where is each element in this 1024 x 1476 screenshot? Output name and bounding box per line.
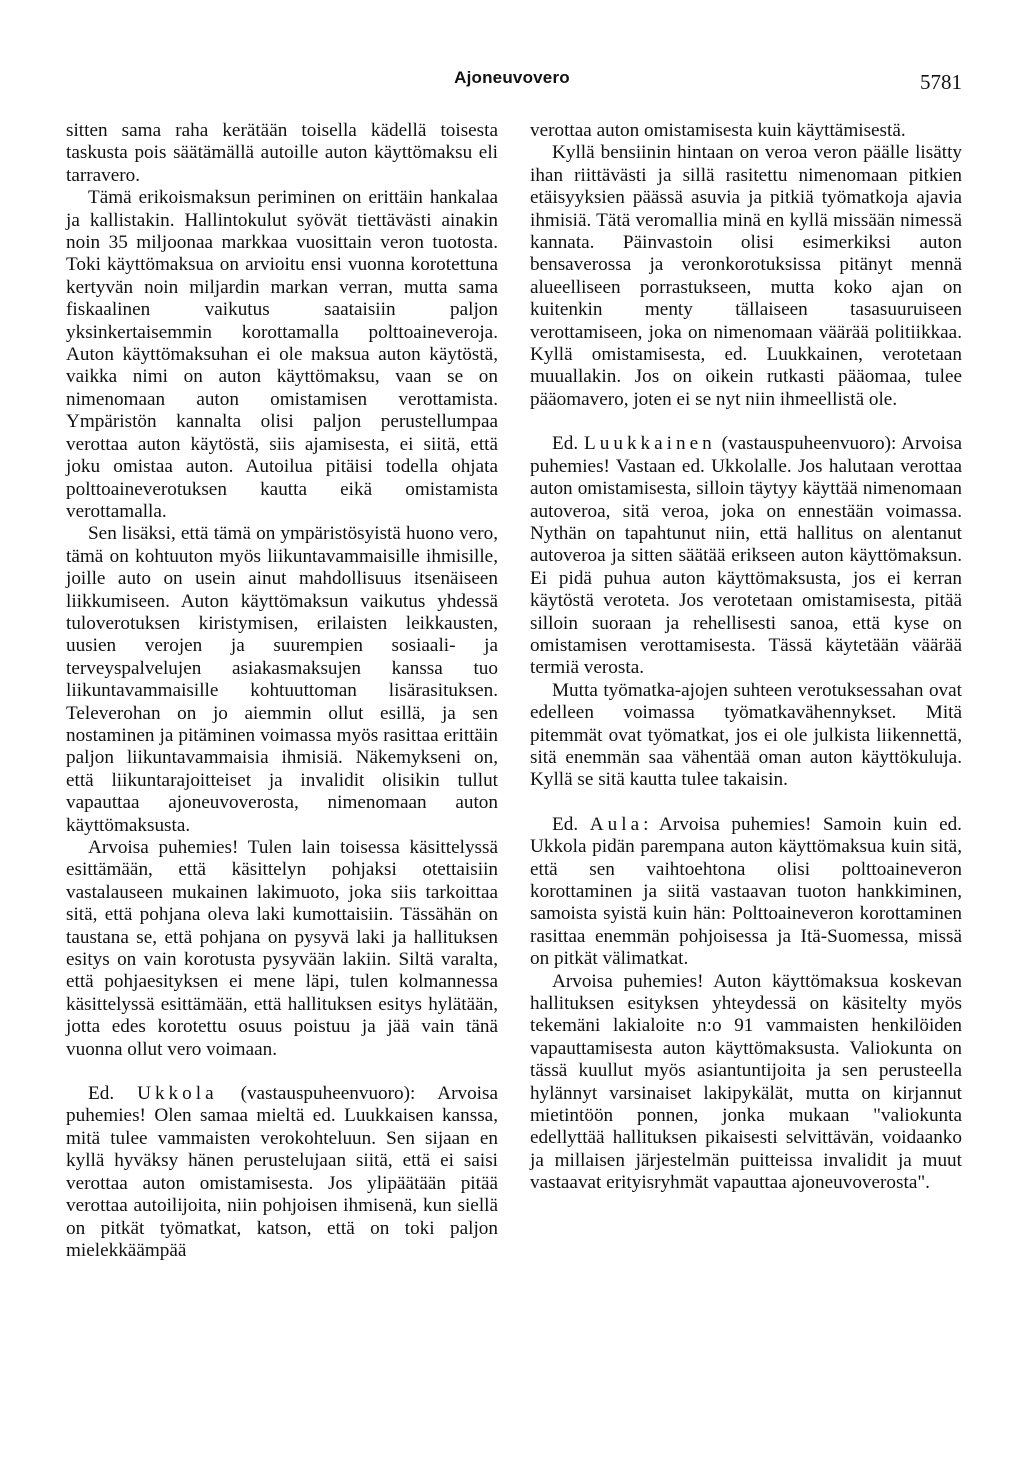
speech-text: (vastauspuheenvuoro): Arvoisa puhemies! Olen samaa mieltä ed. Luukkaisen kanssa, mitä tulee vammaisten verokohteluun. Sen sijaan en kyllä hyväksy hänen perustelujaan siitä, että ei saisi verottaa auton omistamisesta. Jos ylipäätään pitää verottaa autoilijoita, niin pohjoisen ihmisenä, kun siellä on pitkät työmatkat, katson, että on toki paljon mielekkäämpää [66, 1083, 498, 1261]
speaker-name: Aula [589, 813, 644, 835]
speaker-prefix: Ed. [552, 433, 585, 455]
page-number: 5781 [920, 70, 962, 94]
speech-aula [530, 814, 962, 971]
speech-luukkainen [530, 433, 962, 679]
speaker-name: Luukkainen [584, 433, 716, 455]
speech-text: (vastauspuheenvuoro): Arvoisa puhemies! Vastaan ed. Ukkolalle. Jos halutaan verottaa auton omistamisesta, silloin täytyy käyttää nimenomaan autoveroa, sitä veroa, joka on ennestään voimassa. Nythän on tapahtunut niin, että hallitus on alentanut autoveroa ja sitten säätää erikseen auton käyttömaksun. Ei pidä puhua auton käyttömaksusta, jos ei kerran käytöstä veroteta. Jos verotetaan omistamisesta, pitää silloin suoraan ja rehellisesti sanoa, että kyse on omistamisen verottamisesta. Tässä käytetään väärää termiä verosta. [530, 433, 962, 679]
speech-text: : Arvoisa puhemies! Samoin kuin ed. Ukkola pidän parempana auton käyttömaksua kuin sitä, että sen vaihtoehtona olisi polttoaineveron korottaminen ja siitä vastaavan tuoton hankkiminen, samoista syistä kuin hän: Polttoaineveron korottaminen rasittaa enemmän pohjoisessa ja Itä-Suomessa, missä on pitkät välimatkat. [530, 813, 962, 970]
paragraph: sitten sama raha kerätään toisella kädellä toisesta taskusta pois säätämällä autoille auton käyttömaksu eli tarravero. [66, 120, 498, 186]
paragraph: Arvoisa puhemies! Tulen lain toisessa käsittelyssä esittämään, että käsittelyn pohjaksi otettaisiin vastalauseen mukainen lakimuoto, joka siis tarkoittaa sitä, että pohjana oleva laki kumottaisiin. Tässähän on taustana se, että pohjana on pysyvä laki ja hallituksen esitys on vain korotusta pysyvään lakiin. Siltä varalta, että pohjaesityksen ei mene läpi, tulen kolmannessa käsittelyssä esittämään, että hallituksen esitys hylätään, jotta edes korotettu osuus poistuu ja jää vain tänä vuonna ollut vero voimaan. [66, 837, 498, 1060]
left-column [66, 120, 498, 1262]
right-column [530, 120, 962, 1195]
running-title: Ajoneuvovero [454, 68, 570, 87]
speech-ukkola [66, 1083, 498, 1262]
paragraph: verottaa auton omistamisesta kuin käyttämisestä. [530, 120, 906, 141]
speaker-prefix: Ed. [552, 813, 590, 835]
paragraph: Kyllä bensiinin hintaan on veroa veron päälle lisätty ihan riittävästi ja sillä rasitettu nimenomaan pitkien etäisyyksien päässä asuvia ja pitkiä työmatkoja ajavia ihmisiä. Tätä veromallia minä en kyllä missään nimessä kannata. Päinvastoin olisi esimerkiksi auton bensaverossa ja veronkorotuksissa pitänyt mennä alueelliseen porrastukseen, mutta koko ajan on kuitenkin menty tällaiseen tasasuuruiseen verottamiseen, joka on nimenomaan väärää politiikkaa. Kyllä omistamisesta, ed. Luukkainen, verotetaan muuallakin. Jos on oikein rutkasti pääomaa, tulee pääomavero, joten ei se nyt niin ihmeellistä ole. [530, 142, 962, 410]
paragraph: Arvoisa puhemies! Auton käyttömaksua koskevan hallituksen esityksen yhteydessä on käsitelty myös tekemäni lakialoite n:o 91 vammaisten henkilöiden vapauttamisesta auton käyttömaksusta. Valiokunta on tässä kuullut myös asiantuntijoita ja sen perusteella hylännyt varsinaiset lakipykälät, mutta on kirjannut mietintöön ponnen, jonka mukaan "valiokunta edellyttää hallituksen pikaisesti selvittävän, voidaanko ja millaisen järjestelmän puitteissa invalidit ja muut vastaavat erityisryhmät vapauttaa ajoneuvoverosta". [530, 970, 962, 1194]
speaker-prefix: Ed. [88, 1083, 138, 1105]
paragraph: Mutta työmatka-ajojen suhteen verotuksessahan ovat edelleen voimassa työmatkavähennykset. Mitä pitemmät ovat työmatkat, jos ei ole julkista liikennettä, sitä enemmän saa vähentää oman auton käyttökuluja. Kyllä se sitä kautta tulee takaisin. [530, 679, 962, 791]
speaker-name: Ukkola [137, 1083, 218, 1105]
paragraph: Sen lisäksi, että tämä on ympäristösyistä huono vero, tämä on kohtuuton myös liikuntavammaisille ihmisille, joille auto on usein ainut mahdollisuus itsenäiseen liikkumiseen. Auton käyttömaksun vaikutus yhdessä tuloverotuksen kiristymisen, erilaisten leikkausten, uusien verojen ja suurempien sosiaali- ja terveyspalvelujen asiakasmaksujen kanssa tuo liikuntavammaisille kohtuuttoman lisärasituksen. Televerohan on jo aiemmin ollut esillä, ja sen nostaminen ja pitäminen voimassa myös rasittaa erittäin paljon liikuntavammaisia ihmisiä. Näkemykseni on, että liikuntarajoitteiset ja invalidit olisikin tullut vapauttaa ajoneuvoverosta, nimenomaan auton käyttömaksusta. [66, 523, 498, 836]
paragraph: Tämä erikoismaksun periminen on erittäin hankalaa ja kallistakin. Hallintokulut syövät tiettävästi ainakin noin 35 miljoonaa markkaa vuosittain veron tuotosta. Toki käyttömaksua on arvioitu ensi vuonna korotettuna kertyvän noin miljardin markan verran, mutta sama fiskaalinen vaikutus saataisiin paljon yksinkertaisemmin korottamalla polttoaineveroja. Auton käyttömaksuhan ei ole maksua auton käytöstä, vaikka nimi on auton käyttömaksu, vaan se on nimenomaan auton omistamisen verottamista. Ympäristön kannalta olisi paljon perustellumpaa verottaa auton käytöstä, siis ajamisesta, ei siitä, että joku omistaa auton. Autoilua pitäisi todella ohjata polttoaineverotuksen kautta eikä omistamista verottamalla. [66, 187, 498, 522]
